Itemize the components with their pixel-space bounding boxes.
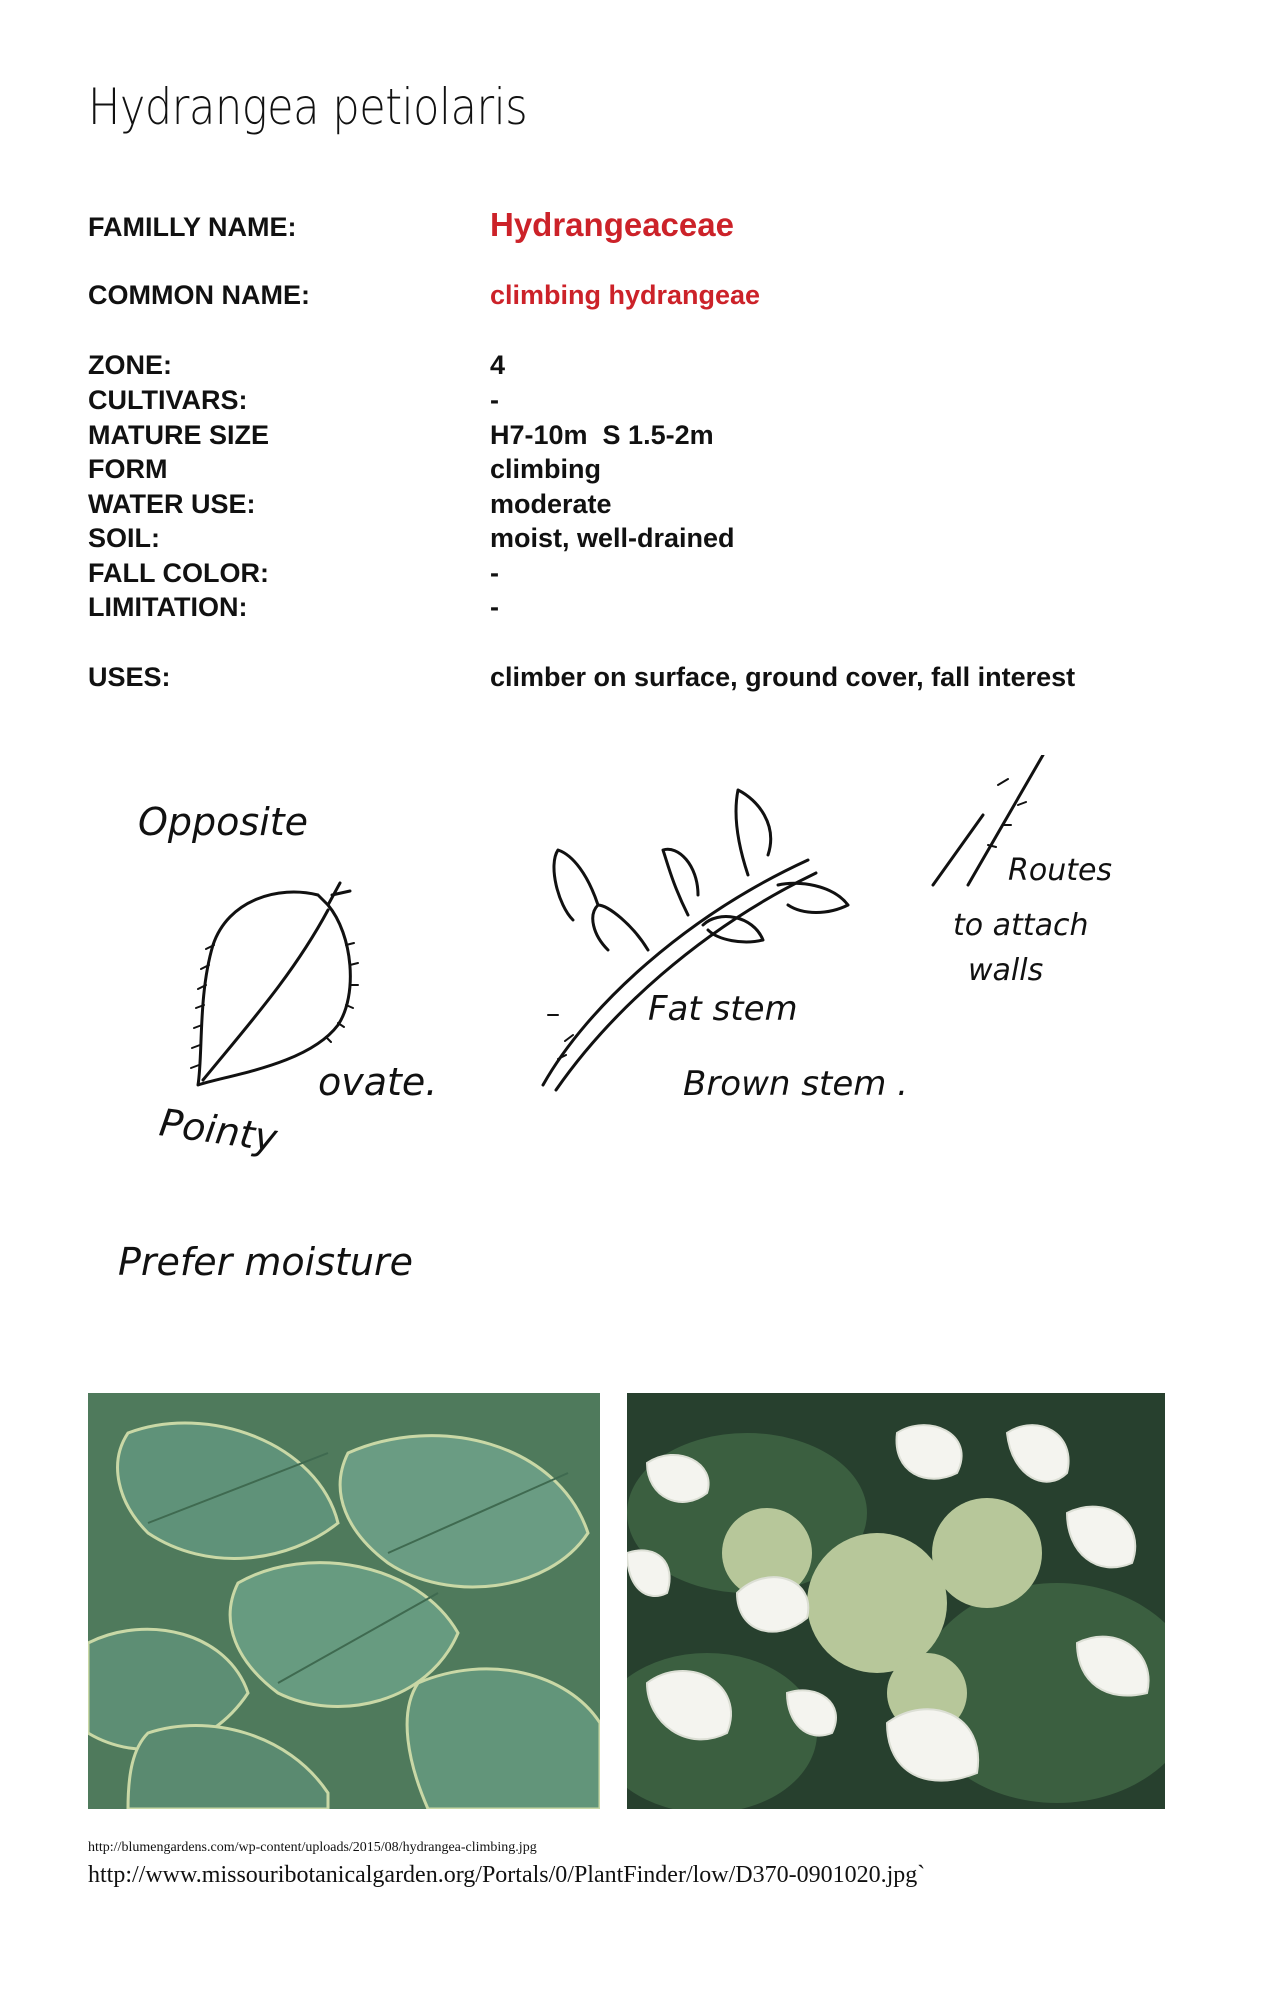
field-value-common: climbing hydrangeae	[490, 280, 761, 310]
field-zone	[0, 350, 1265, 386]
field-value: 4	[490, 350, 506, 380]
note-walls: walls	[968, 953, 1044, 988]
field-label: FORM	[88, 454, 168, 484]
note-pointy: Pointy	[156, 1100, 280, 1161]
field-label: FALL COLOR:	[88, 558, 269, 588]
field-label: COMMON NAME:	[88, 280, 310, 310]
note-opposite: Opposite	[138, 800, 309, 844]
field-common	[0, 280, 1265, 316]
source-link-2[interactable]: http://www.missouribotanicalgarden.org/Portals/0/PlantFinder/low/D370-0901020.jpg`	[88, 1862, 926, 1888]
field-water-use	[0, 489, 1265, 525]
note-ovate: ovate.	[318, 1060, 438, 1104]
note-routes: Routes	[1008, 853, 1113, 888]
field-cultivars	[0, 385, 1265, 421]
field-value: H7-10m S 1.5-2m	[490, 420, 714, 450]
field-family	[0, 206, 1265, 242]
photo-flowers	[627, 1393, 1165, 1809]
photo-leaves	[88, 1393, 600, 1809]
field-value: climber on surface, ground cover, fall interest	[490, 662, 1076, 692]
note-brown-stem: Brown stem .	[683, 1064, 908, 1104]
note-fat-stem: Fat stem	[648, 989, 798, 1029]
field-mature-size	[0, 420, 1265, 456]
note-attach: to attach	[953, 908, 1089, 943]
field-value: moist, well-drained	[490, 523, 735, 553]
field-value: moderate	[490, 489, 612, 519]
field-limitation	[0, 592, 1265, 628]
field-value: climbing	[490, 454, 602, 484]
field-label: MATURE SIZE	[88, 420, 269, 450]
field-fall-color	[0, 558, 1265, 594]
leaf-sketch	[191, 883, 358, 1085]
field-form	[0, 454, 1265, 490]
field-label: WATER USE:	[88, 489, 256, 519]
field-label: ZONE:	[88, 350, 172, 380]
field-label: USES:	[88, 662, 171, 692]
field-value: -	[490, 558, 499, 588]
note-prefer: Prefer moisture	[118, 1240, 413, 1284]
branch-sketch	[543, 790, 848, 1090]
field-soil	[0, 523, 1265, 559]
field-value: -	[490, 592, 499, 622]
field-label: SOIL:	[88, 523, 160, 553]
field-value-family: Hydrangeaceae	[490, 206, 734, 243]
field-label: CULTIVARS:	[88, 385, 248, 415]
field-value: -	[490, 385, 499, 415]
sketch-drawing	[88, 755, 1178, 1315]
field-label: FAMILLY NAME:	[88, 212, 297, 242]
field-label: LIMITATION:	[88, 592, 248, 622]
source-link-1[interactable]: http://blumengardens.com/wp-content/uploads/2015/08/hydrangea-climbing.jpg	[88, 1840, 537, 1855]
field-uses	[0, 662, 1265, 698]
page-title: Hydrangea petiolaris	[88, 78, 528, 136]
